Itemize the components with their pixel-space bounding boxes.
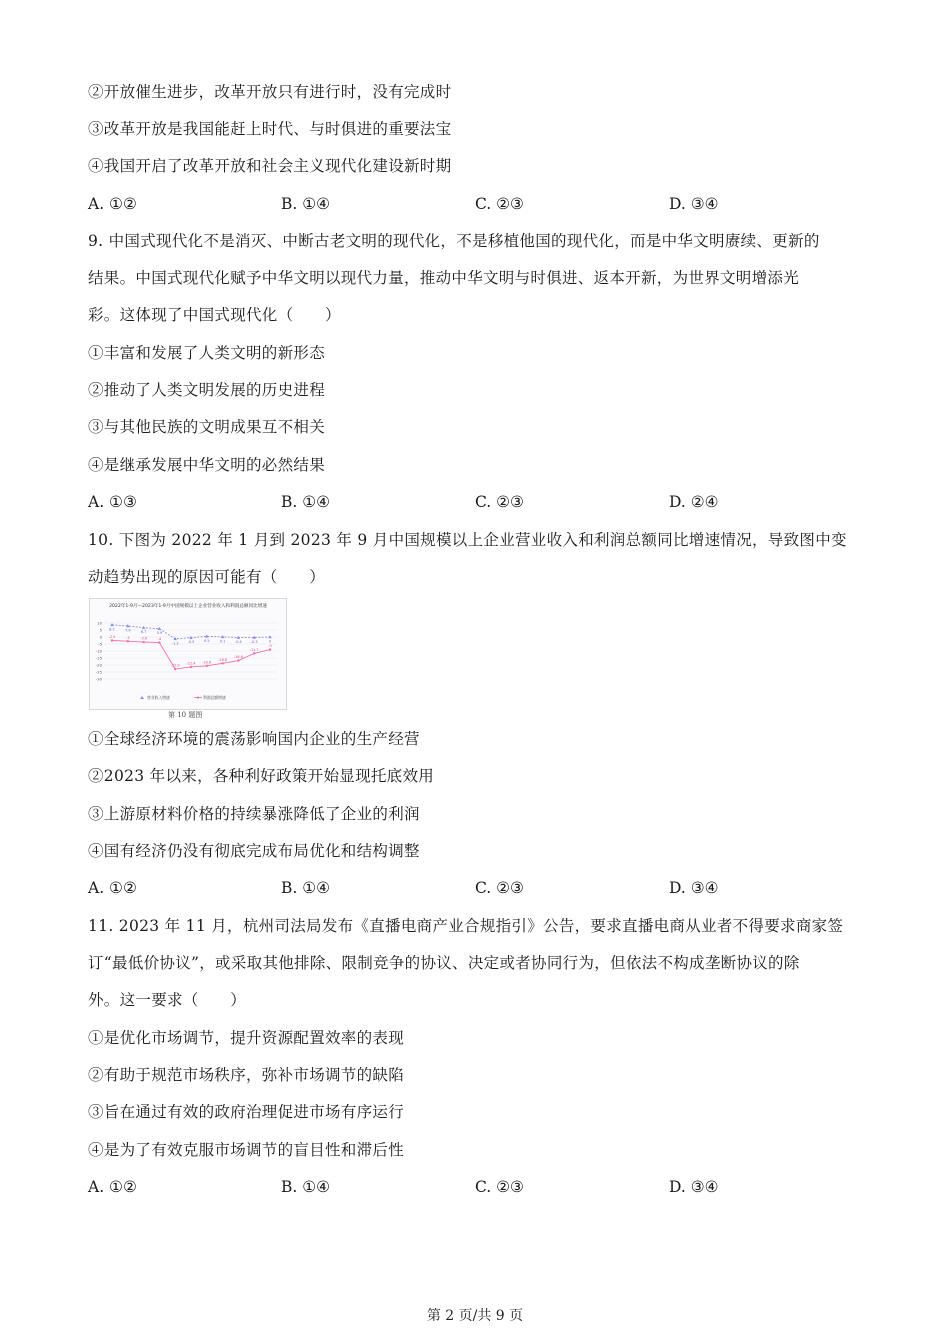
q11-item-2: ②有助于规范市场秩序，弥补市场调节的缺陷 [88, 1066, 405, 1084]
q9-stem-line-3: 彩。这体现了中国式现代化（ ） [88, 306, 341, 324]
chart-data-label: -0.5 [187, 640, 195, 645]
page-footer: 第 2 页/共 9 页 [426, 1308, 524, 1324]
q8-options [88, 194, 868, 214]
q10-chart-svg [90, 599, 286, 709]
q11-stem-line-1: 11. 2023 年 11 月，杭州司法局发布《直播电商产业合规指引》公告，要求直播电商从业者不得要求商家签 [88, 917, 844, 935]
chart-data-label: -4 [157, 637, 162, 642]
chart-data-label: 6.7 [140, 630, 147, 635]
q9-stem-line-2: 结果。中国式现代化赋予中华文明以现代力量，推动中华文明与时俱进、返本开新，为世界文明增添光 [88, 269, 800, 287]
chart-point [173, 637, 177, 640]
q11-item-1: ①是优化市场调节，提升资源配置效率的表现 [88, 1029, 405, 1047]
chart-point [142, 626, 146, 629]
q8-item-4: ④我国开启了改革开放和社会主义现代化建设新时期 [88, 157, 452, 175]
chart-point [142, 641, 144, 643]
q9-item-2: ②推动了人类文明发展的历史进程 [88, 381, 326, 399]
q10-item-3: ③上游原材料价格的持续暴涨降低了企业的利润 [88, 805, 420, 823]
q9-option-b[interactable]: B. ①④ [281, 493, 331, 511]
q9-stem-line-1: 9. 中国式现代化不是消灭、中断古老文明的现代化，不是移植他国的现代化，而是中华文明赓续、更新的 [88, 232, 820, 250]
chart-data-label: -22.9 [170, 663, 180, 668]
chart-data-label: -0.4 [235, 640, 242, 645]
q10-chart [89, 598, 287, 710]
chart-data-label: 0 [268, 639, 272, 644]
chart-data-label: 0.1 [219, 639, 226, 644]
chart-point [111, 639, 113, 641]
chart-data-label: -9 [268, 644, 272, 649]
q11-stem-line-3: 外。这一要求（ ） [88, 991, 247, 1009]
q8-item-3: ③改革开放是我国能赶上时代、与时俱进的重要法宝 [88, 120, 452, 138]
chart-point [190, 666, 192, 668]
q10-item-2: ②2023 年以来，各种利好政策开始显现托底效用 [88, 767, 435, 785]
q11-option-d[interactable]: D. ③④ [669, 1178, 719, 1196]
chart-data-label: 7.9 [125, 628, 131, 633]
q10-stem-line-1: 10. 下图为 2022 年 1 月到 2023 年 9 月中国规模以上企业营业收入和利润总额同比增速情况，导致图中变 [88, 531, 847, 549]
chart-y-tick-label: -10 [95, 648, 102, 654]
q11-options [88, 1177, 868, 1197]
q10-option-a[interactable]: A. ①② [88, 879, 137, 897]
chart-data-label: -0.3 [250, 639, 258, 644]
chart-data-label: -2.5 [108, 635, 116, 640]
q10-options [88, 878, 868, 898]
chart-legend-swatch [197, 697, 199, 699]
chart-point [174, 668, 176, 670]
q8-option-b[interactable]: B. ①④ [281, 195, 331, 213]
q11-option-a[interactable]: A. ①② [88, 1178, 137, 1196]
q10-stem-line-2: 动趋势出现的原因可能有（ ） [88, 568, 326, 586]
chart-y-tick-label: -30 [95, 676, 102, 682]
q9-option-a[interactable]: A. ①③ [88, 493, 137, 511]
chart-point [221, 662, 223, 664]
chart-point [127, 640, 129, 642]
chart-y-tick-label: -5 [98, 641, 102, 647]
chart-data-label: 8.7 [109, 627, 115, 632]
q10-item-1: ①全球经济环境的震荡影响国内企业的生产经营 [88, 730, 420, 748]
q8-option-d[interactable]: D. ③④ [669, 195, 719, 213]
chart-data-label: 5.9 [156, 631, 163, 636]
q8-item-2: ②开放催生进步，改革开放只有进行时，没有完成时 [88, 83, 452, 101]
chart-data-label: -18.8 [218, 657, 227, 662]
chart-title: 2022年1-9月—2023年1-9月中国规模以上企业营业收入和利润总额同比增速 [109, 604, 267, 609]
q9-item-1: ①丰富和发展了人类文明的新形态 [88, 344, 326, 362]
q11-option-b[interactable]: B. ①④ [281, 1178, 331, 1196]
chart-point [158, 627, 162, 630]
q9-item-3: ③与其他民族的文明成果互不相关 [88, 418, 326, 436]
q10-figure-caption: 第 10 题图 [168, 711, 203, 719]
chart-point [158, 641, 160, 643]
q11-option-c[interactable]: C. ②③ [475, 1178, 524, 1196]
chart-data-label: 0.5 [204, 638, 210, 643]
q8-option-a[interactable]: A. ①② [88, 195, 137, 213]
chart-y-tick-label: -25 [95, 669, 102, 675]
chart-data-label: -11.7 [249, 647, 259, 652]
q9-options [88, 492, 868, 512]
q11-stem-line-2: 订“最低价协议”，或采取其他排除、限制竞争的协议、决定或者协同行为，但依法不构成垄断协议的除 [88, 954, 800, 972]
q11-item-3: ③旨在通过有效的政府治理促进市场有序运行 [88, 1103, 405, 1121]
q10-option-d[interactable]: D. ③④ [669, 879, 719, 897]
q10-item-4: ④国有经济仍没有彻底完成布局优化和结构调整 [88, 842, 420, 860]
chart-data-label: -3 [126, 635, 130, 640]
chart-point [253, 652, 255, 654]
chart-point [206, 665, 208, 667]
q11-item-4: ④是为了有效克服市场调节的盲目性和滞后性 [88, 1141, 405, 1159]
chart-data-label: -16.8 [234, 655, 243, 660]
chart-data-label: -3.6 [140, 636, 147, 641]
q10-option-c[interactable]: C. ②③ [475, 879, 524, 897]
chart-legend-label: 营业收入增速 [147, 695, 170, 700]
chart-legend-label: 利润总额增速 [203, 695, 226, 700]
chart-y-tick-label: 5 [99, 627, 102, 633]
q9-option-d[interactable]: D. ②④ [669, 493, 719, 511]
chart-y-tick-label: -15 [95, 655, 102, 661]
chart-point [269, 648, 271, 650]
chart-legend-swatch [140, 696, 144, 699]
chart-data-label: -1.3 [171, 641, 179, 646]
chart-y-tick-label: 10 [97, 620, 102, 626]
chart-y-tick-label: 0 [99, 634, 102, 640]
chart-point [237, 659, 239, 661]
chart-data-label: -20.6 [202, 660, 212, 665]
q9-item-4: ④是继承发展中华文明的必然结果 [88, 456, 326, 474]
q10-option-b[interactable]: B. ①④ [281, 879, 331, 897]
q8-option-c[interactable]: C. ②③ [475, 195, 524, 213]
chart-y-tick-label: -20 [95, 662, 102, 668]
chart-data-label: -21.4 [186, 661, 196, 666]
q9-option-c[interactable]: C. ②③ [475, 493, 524, 511]
